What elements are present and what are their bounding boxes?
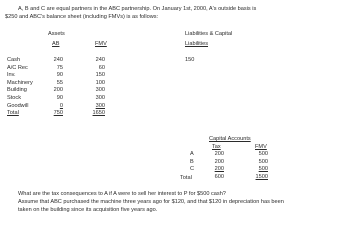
ab-column-header: AB (52, 41, 60, 47)
asset-names (7, 57, 33, 118)
ab-value: 0 (59, 102, 63, 109)
capital-tax-value: 200 (214, 151, 224, 157)
ab-value: 240 (53, 57, 63, 63)
capital-fmv-value: 500 (258, 166, 268, 173)
ab-value: 75 (56, 64, 63, 71)
capital-total-label: Total (180, 175, 192, 181)
capital-tax-value: 200 (214, 158, 224, 165)
asset-name: Inv. (7, 72, 16, 79)
fmv-column-header: FMV (95, 41, 107, 47)
capital-fmv-values (252, 151, 268, 181)
question-line-3: taken on the building since its acquisition five years ago. (18, 207, 158, 213)
liabilities-header: Liabilities (185, 41, 209, 47)
asset-total-label: Total (7, 110, 19, 117)
fmv-value: 300 (95, 94, 105, 101)
ab-value: 200 (53, 87, 63, 94)
liabilities-capital-header: Liabilities & Capital (185, 31, 233, 37)
fmv-value: 300 (95, 102, 105, 109)
asset-name: Building (7, 87, 27, 94)
capital-fmv-header: FMV (255, 144, 267, 150)
asset-name: Machinery (7, 79, 33, 86)
asset-name: Goodwill (7, 102, 29, 109)
fmv-value: 300 (95, 87, 105, 94)
capital-tax-values (208, 151, 224, 181)
ab-value: 55 (56, 79, 63, 86)
assets-header: Assets (48, 31, 65, 37)
ab-values (47, 57, 63, 118)
fmv-values (89, 57, 105, 118)
capital-tax-value: 200 (214, 166, 224, 173)
ab-total: 750 (53, 110, 63, 117)
liabilities-value: 150 (185, 57, 195, 63)
question-line-1: What are the tax consequences to A if A were to sell her interest to P for $500 cash? (18, 191, 226, 197)
capital-fmv-total: 1500 (255, 173, 268, 180)
question-line-2: Assume that ABC purchased the machine three years ago for $120, and that $120 in depreciation has been (18, 199, 284, 205)
capital-partner-labels (190, 151, 194, 174)
partner-label: A (190, 151, 194, 157)
fmv-value: 150 (95, 72, 105, 79)
ab-value: 90 (56, 94, 63, 101)
intro-line-1: A, B and C are equal partners in the ABC partnership. On January 1st, 2000, A's outside basis is (18, 6, 257, 12)
capital-tax-header: Tax (212, 144, 221, 150)
capital-tax-total: 600 (214, 173, 224, 180)
intro-line-2: $250 and ABC's balance sheet (including FMVs) is as follows: (5, 14, 159, 20)
asset-name: Stock (7, 94, 21, 101)
fmv-value: 60 (98, 64, 105, 71)
asset-name: Cash (7, 57, 21, 63)
partner-label: C (190, 166, 195, 173)
fmv-value: 240 (95, 57, 105, 63)
asset-name: A/C Rec (7, 64, 28, 71)
fmv-total: 1650 (92, 110, 105, 117)
fmv-value: 100 (95, 79, 105, 86)
ab-value: 90 (56, 72, 63, 79)
capital-fmv-value: 500 (258, 151, 268, 157)
capital-accounts-title: Capital Accounts (209, 136, 251, 142)
capital-fmv-value: 500 (258, 158, 268, 165)
partner-label: B (190, 158, 194, 165)
